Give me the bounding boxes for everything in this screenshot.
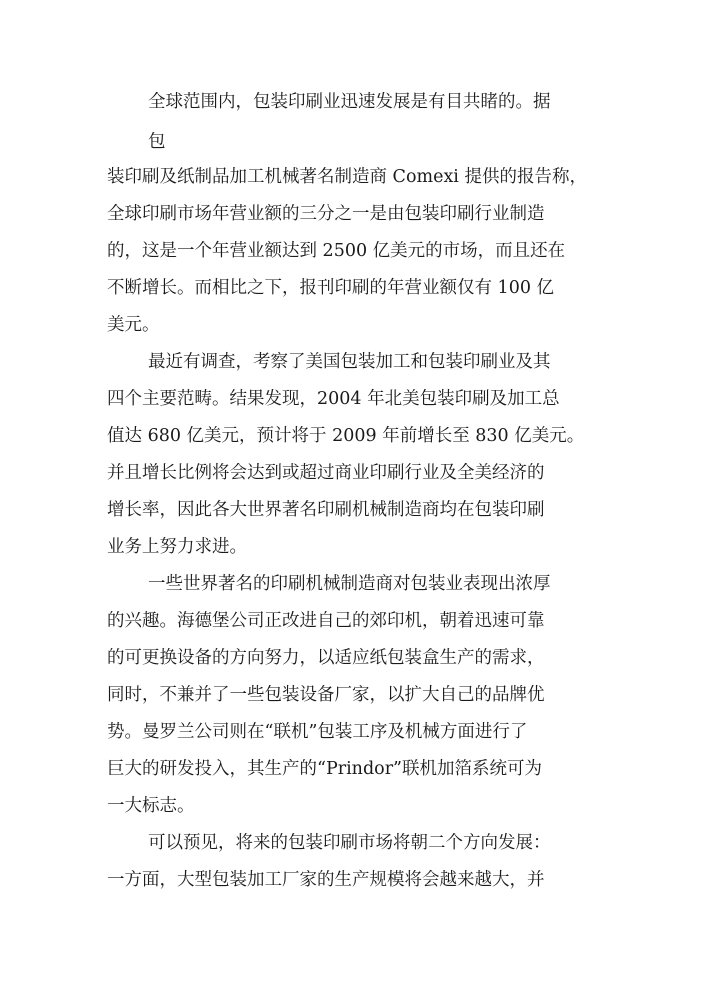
paragraph-3-line-7: 一大标志。	[107, 796, 195, 816]
paragraph-1-line-1: 全球范围内，包装印刷业迅速发展是有目共睹的。据	[148, 92, 551, 112]
paragraph-2-line-1: 最近有调查，考察了美国包装加工和包装印刷业及其	[148, 352, 551, 372]
paragraph-3-line-5: 势。曼罗兰公司则在“联机”包装工序及机械方面进行了	[107, 722, 528, 742]
paragraph-2-line-2: 四个主要范畴。结果发现，2004 年北美包装印刷及加工总	[107, 389, 560, 409]
paragraph-1-line-5: 的，这是一个年营业额达到 2500 亿美元的市场，而且还在	[107, 241, 566, 261]
paragraph-1-line-3: 装印刷及纸制品加工机械著名制造商 Comexi 提供的报告称，	[107, 167, 587, 187]
paragraph-4-line-2: 一方面，大型包装加工厂家的生产规模将会越来越大，并	[107, 870, 545, 890]
paragraph-2-line-4: 并且增长比例将会达到或超过商业印刷行业及全美经济的	[107, 463, 545, 483]
paragraph-4-line-1: 可以预见，将来的包装印刷市场将朝二个方向发展：	[148, 833, 551, 853]
paragraph-3-line-4: 同时，不兼并了一些包装设备厂家，以扩大自己的品牌优	[107, 685, 545, 705]
paragraph-1-line-7: 美元。	[107, 315, 160, 335]
paragraph-3-line-2: 的兴趣。海德堡公司正改进自己的郊印机，朝着迅速可靠	[107, 611, 545, 631]
paragraph-3-line-3: 的可更换设备的方向努力，以适应纸包装盒生产的需求，	[107, 648, 545, 668]
paragraph-2-line-5: 增长率，因此各大世界著名印刷机械制造商均在包装印刷	[107, 500, 545, 520]
paragraph-1-line-4: 全球印刷市场年营业额的三分之一是由包装印刷行业制造	[107, 204, 545, 224]
paragraph-1-line-6: 不断增长。而相比之下，报刊印刷的年营业额仅有 100 亿	[107, 278, 555, 298]
paragraph-2-line-6: 业务上努力求进。	[107, 537, 247, 557]
paragraph-3-line-6: 巨大的研发投入，其生产的“Prindor”联机加箔系统可为	[107, 759, 543, 779]
paragraph-2-line-3: 值达 680 亿美元，预计将于 2009 年前增长至 830 亿美元。	[107, 426, 585, 446]
paragraph-1-line-2: 包	[148, 132, 166, 152]
paragraph-3-line-1: 一些世界著名的印刷机械制造商对包装业表现出浓厚	[148, 574, 551, 594]
